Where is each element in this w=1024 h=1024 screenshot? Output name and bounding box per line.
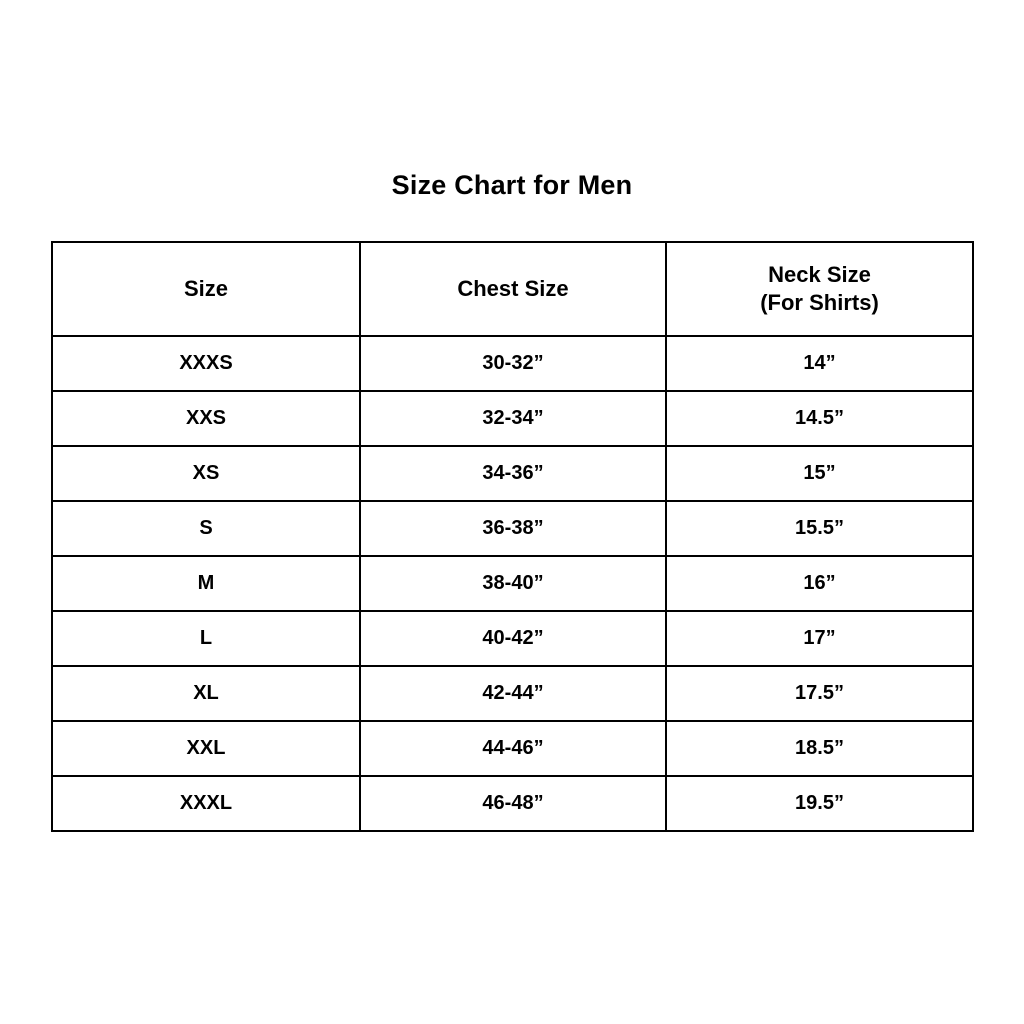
cell-size: XXXL — [52, 776, 360, 831]
cell-size: XXL — [52, 721, 360, 776]
cell-size: XS — [52, 446, 360, 501]
cell-neck: 15” — [666, 446, 973, 501]
column-header-chest-size — [360, 242, 666, 336]
table-row — [52, 776, 973, 831]
column-header-size — [52, 242, 360, 336]
table-row — [52, 446, 973, 501]
table-header — [52, 242, 973, 336]
table-row — [52, 721, 973, 776]
cell-neck: 14” — [666, 336, 973, 391]
cell-neck: 18.5” — [666, 721, 973, 776]
column-header-chest-size-label: Chest Size — [457, 275, 569, 301]
cell-chest: 36-38” — [360, 501, 666, 556]
column-header-neck-size-sublabel: (For Shirts) — [760, 290, 879, 315]
table-row — [52, 391, 973, 446]
cell-neck: 16” — [666, 556, 973, 611]
cell-size: XL — [52, 666, 360, 721]
cell-chest: 34-36” — [360, 446, 666, 501]
cell-size: L — [52, 611, 360, 666]
cell-size: M — [52, 556, 360, 611]
cell-chest: 42-44” — [360, 666, 666, 721]
table-row — [52, 501, 973, 556]
column-header-neck-size — [666, 242, 973, 336]
table-row — [52, 666, 973, 721]
cell-size: XXXS — [52, 336, 360, 391]
column-header-neck-size-label: Neck Size — [768, 261, 871, 287]
cell-neck: 15.5” — [666, 501, 973, 556]
cell-chest: 38-40” — [360, 556, 666, 611]
cell-neck: 17.5” — [666, 666, 973, 721]
cell-neck: 17” — [666, 611, 973, 666]
cell-size: XXS — [52, 391, 360, 446]
table-row — [52, 336, 973, 391]
cell-chest: 40-42” — [360, 611, 666, 666]
column-header-size-label: Size — [183, 275, 229, 301]
cell-neck: 14.5” — [666, 391, 973, 446]
cell-size: S — [52, 501, 360, 556]
cell-chest: 46-48” — [360, 776, 666, 831]
cell-neck: 19.5” — [666, 776, 973, 831]
table-row — [52, 556, 973, 611]
size-chart-table — [51, 241, 974, 832]
cell-chest: 44-46” — [360, 721, 666, 776]
page-title: Size Chart for Men — [391, 170, 633, 200]
table-body — [52, 336, 973, 831]
cell-chest: 30-32” — [360, 336, 666, 391]
cell-chest: 32-34” — [360, 391, 666, 446]
table-header-row — [52, 242, 973, 336]
table-row — [52, 611, 973, 666]
